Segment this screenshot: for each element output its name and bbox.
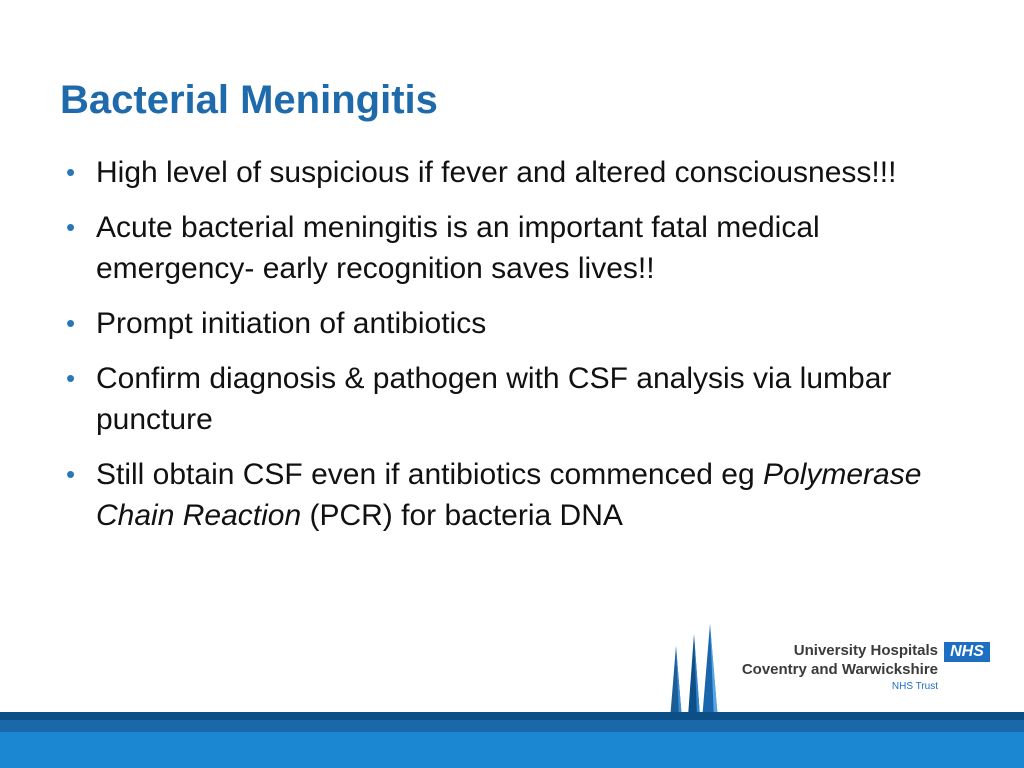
nhs-badge: NHS (944, 642, 990, 662)
bullet-icon: • (66, 308, 76, 338)
bullet-text-start: Still obtain CSF even if antibiotics commenced eg (96, 458, 763, 491)
logo-university-hospitals: University Hospitals (793, 642, 938, 659)
footer-band-mid (0, 720, 1024, 732)
bullet-item (62, 207, 962, 289)
bullet-text: Prompt initiation of antibiotics (96, 307, 487, 340)
bullet-text-italic: Polymerase Chain Reaction (96, 458, 922, 532)
logo-coventry-warwickshire: Coventry and Warwickshire (741, 661, 938, 678)
bullet-list (62, 152, 962, 550)
bullet-text-end: (PCR) for bacteria DNA (301, 499, 623, 532)
slide-title: Bacterial Meningitis (60, 78, 438, 122)
bullet-icon: • (66, 212, 76, 242)
bullet-text: Acute bacterial meningitis is an important fatal medical emergency- early recognition saves lives!! (96, 211, 820, 285)
bullet-icon: • (66, 157, 76, 187)
nhs-trust-logo (741, 642, 996, 698)
bullet-icon: • (66, 363, 76, 393)
bullet-item (62, 303, 962, 344)
bullet-item (62, 358, 962, 440)
footer-band-light (0, 732, 1024, 768)
bullet-text: High level of suspicious if fever and altered consciousness!!! (96, 156, 897, 189)
logo-nhs-trust: NHS Trust (891, 681, 938, 692)
bullet-item (62, 454, 962, 536)
footer-band-dark (0, 712, 1024, 720)
footer-band (0, 712, 1024, 768)
bullet-item (62, 152, 962, 193)
bullet-icon: • (66, 459, 76, 489)
bullet-text: Confirm diagnosis & pathogen with CSF analysis via lumbar puncture (96, 362, 892, 436)
